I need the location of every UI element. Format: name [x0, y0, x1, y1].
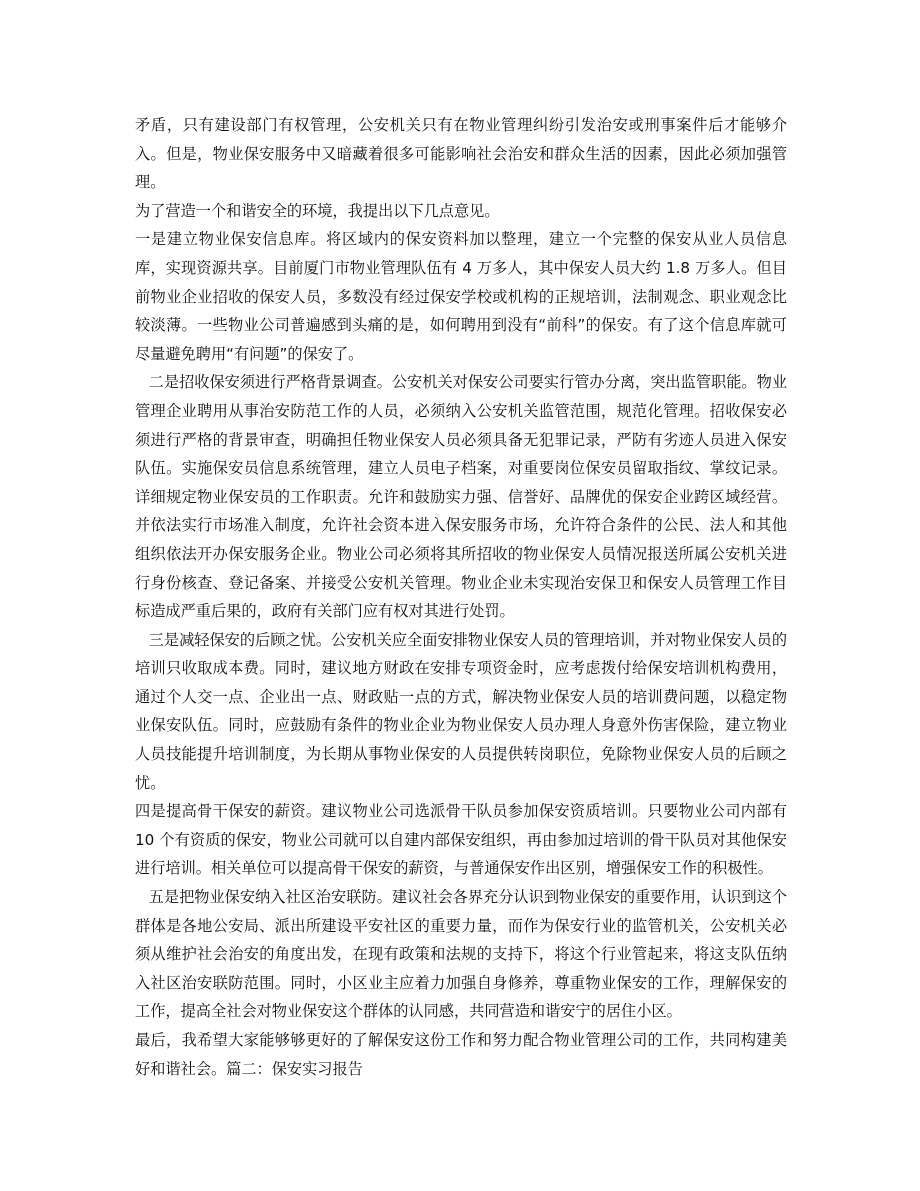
paragraph-point-four: 四是提高骨干保安的薪资。建议物业公司选派骨干队员参加保安资质培训。只要物业公司内部有 10 个有资质的保安，物业公司就可以自建内部保安组织，再由参加过培训的骨干队员对其他保安进行培训。相关单位可以提高骨干保安的薪资，与普通保安作出区别，增强保安工作的积极性。 [135, 802, 787, 878]
paragraph-conclusion: 最后，我希望大家能够够更好的了解保安这份工作和努力配合物业管理公司的工作，共同构建美好和谐社会。篇二：保安实习报告 [135, 1031, 787, 1078]
paragraph-point-three: 三是减轻保安的后顾之忧。公安机关应全面安排物业保安人员的管理培训，并对物业保安人员的培训只收取成本费。同时，建议地方财政在安排专项资金时，应考虑拨付给保安培训机构费用，通过个人交一点、企业出一点、财政贴一点的方式，解决物业保安人员的培训费问题，以稳定物业保安队伍。同时，应鼓励有条件的物业企业为物业保安人员办理人身意外伤害保险，建立物业人员技能提升培训制度，为长期从事物业保安的人员提供转岗职位，免除物业保安人员的后顾之忧。 [135, 630, 787, 792]
paragraph-opinion-lead: 为了营造一个和谐安全的环境，我提出以下几点意见。 [135, 201, 500, 220]
document-body [135, 111, 787, 1083]
paragraph-point-five: 五是把物业保安纳入社区治安联防。建议社会各界充分认识到物业保安的重要作用，认识到这个群体是各地公安局、派出所建设平安社区的重要力量，而作为保安行业的监管机关，公安机关必须从维护社会治安的角度出发，在现有政策和法规的支持下，将这个行业管起来，将这支队伍纳入社区治安联防范围。同时，小区业主应着力加强自身修养，尊重物业保安的工作，理解保安的工作，提高全社会对物业保安这个群体的认同感，共同营造和谐安宁的居住小区。 [135, 888, 787, 1021]
paragraph-point-two: 二是招收保安须进行严格背景调查。公安机关对保安公司要实行管办分离，突出监管职能。物业管理企业聘用从事治安防范工作的人员，必须纳入公安机关监管范围，规范化管理。招收保安必须进行严格的背景审查，明确担任物业保安人员必须具备无犯罪记录，严防有劣迹人员进入保安队伍。实施保安员信息系统管理，建立人员电子档案，对重要岗位保安员留取指纹、掌纹记录。详细规定物业保安员的工作职责。允许和鼓励实力强、信誉好、品牌优的保安企业跨区域经营。并依法实行市场准入制度，允许社会资本进入保安服务市场，允许符合条件的公民、法人和其他组织依法开办保安服务企业。物业公司必须将其所招收的物业保安人员情况报送所属公安机关进行身份核查、登记备案、并接受公安机关管理。物业企业未实现治安保卫和保安人员管理工作目标造成严重后果的，政府有关部门应有权对其进行处罚。 [135, 373, 787, 621]
paragraph-point-one: 一是建立物业保安信息库。将区域内的保安资料加以整理，建立一个完整的保安从业人员信息库，实现资源共享。目前厦门市物业管理队伍有 4 万多人，其中保安人员大约 1.8 万多人。但目前物业企业招收的保安人员，多数没有经过保安学校或机构的正规培训，法制观念、职业观念比较淡薄。一些物业公司普遍感到头痛的是，如何聘用到没有“前科”的保安。有了这个信息库就可尽量避免聘用“有问题”的保安了。 [135, 230, 787, 363]
paragraph-intro-continuation: 矛盾，只有建设部门有权管理，公安机关只有在物业管理纠纷引发治安或刑事案件后才能够介入。但是，物业保安服务中又暗藏着很多可能影响社会治安和群众生活的因素，因此必须加强管理。 [135, 116, 787, 192]
